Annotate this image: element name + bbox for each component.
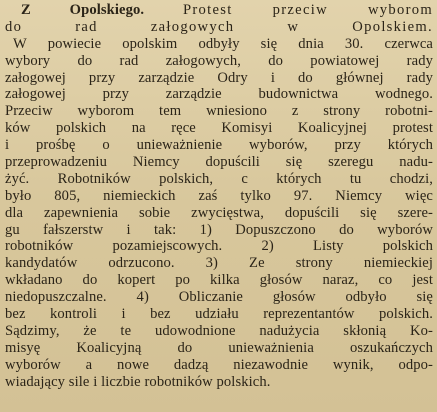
body-line: było 805, niemieckich zaś tylko 97. Niemcy więc — [5, 187, 433, 204]
body-line: Sądzimy, że te udowodnione nadużycia skłonią Ko- — [5, 322, 433, 339]
body-line: robotników pozamiejscowych. 2) Listy polskich — [5, 238, 433, 255]
article — [5, 2, 433, 390]
article-heading: Z Opolskiego. — [21, 2, 145, 18]
body-line: gu fałszerstw i tak: 1) Dopuszczono do wyborów — [5, 221, 433, 238]
body-line: wkładano do kopert po kilka głosów naraz, co jest — [5, 272, 433, 289]
body-line: załogowej przy zarządzie Odry i do głównej rady — [5, 69, 433, 86]
title-line-1 — [5, 2, 433, 19]
body-line: dla zapewnienia sobie zwycięstwa, dopuścili się szere- — [5, 204, 433, 221]
article-title-part-1: Protest przeciw wyborom — [182, 2, 433, 18]
body-line: W powiecie opolskim odbyły się dnia 30. czerwca — [13, 35, 433, 52]
body-line: i prośbę o unieważnienie wyborów, przy których — [5, 137, 433, 154]
body-line: wiadający sile i liczbie robotników polskich. — [5, 373, 271, 390]
body-line: załogowej przy zarządzie budownictwa wodnego. — [5, 86, 433, 103]
body-line: niedopuszczalne. 4) Obliczanie głosów odbyło się — [5, 289, 433, 306]
title-line-2: do rad załogowych w Opolskiem. — [5, 18, 433, 35]
body-line: bez kontroli i bez udziału reprezentantów polskich. — [5, 306, 433, 323]
body-line: wyborów a nowe dadzą niezawodnie wynik, odpo- — [5, 356, 433, 373]
body-line: żyć. Robotników polskich, c których tu chodzi, — [5, 170, 433, 187]
body-line: przeprowadzeniu Niemcy dopuścili się szeregu nadu- — [5, 154, 433, 171]
body-line: kandydatów odrzucono. 3) Ze strony niemieckiej — [5, 255, 433, 272]
body-line: Przeciw wyborom tem wniesiono z strony robotni- — [5, 103, 433, 120]
body-line: ków polskich na ręce Komisyi Koalicyjnej protest — [5, 120, 433, 137]
body-line: misyę Koalicyjną do unieważnienia oszukańczych — [5, 339, 433, 356]
body-line: wybory do rad załogowych, do powiatowej rady — [5, 52, 433, 69]
